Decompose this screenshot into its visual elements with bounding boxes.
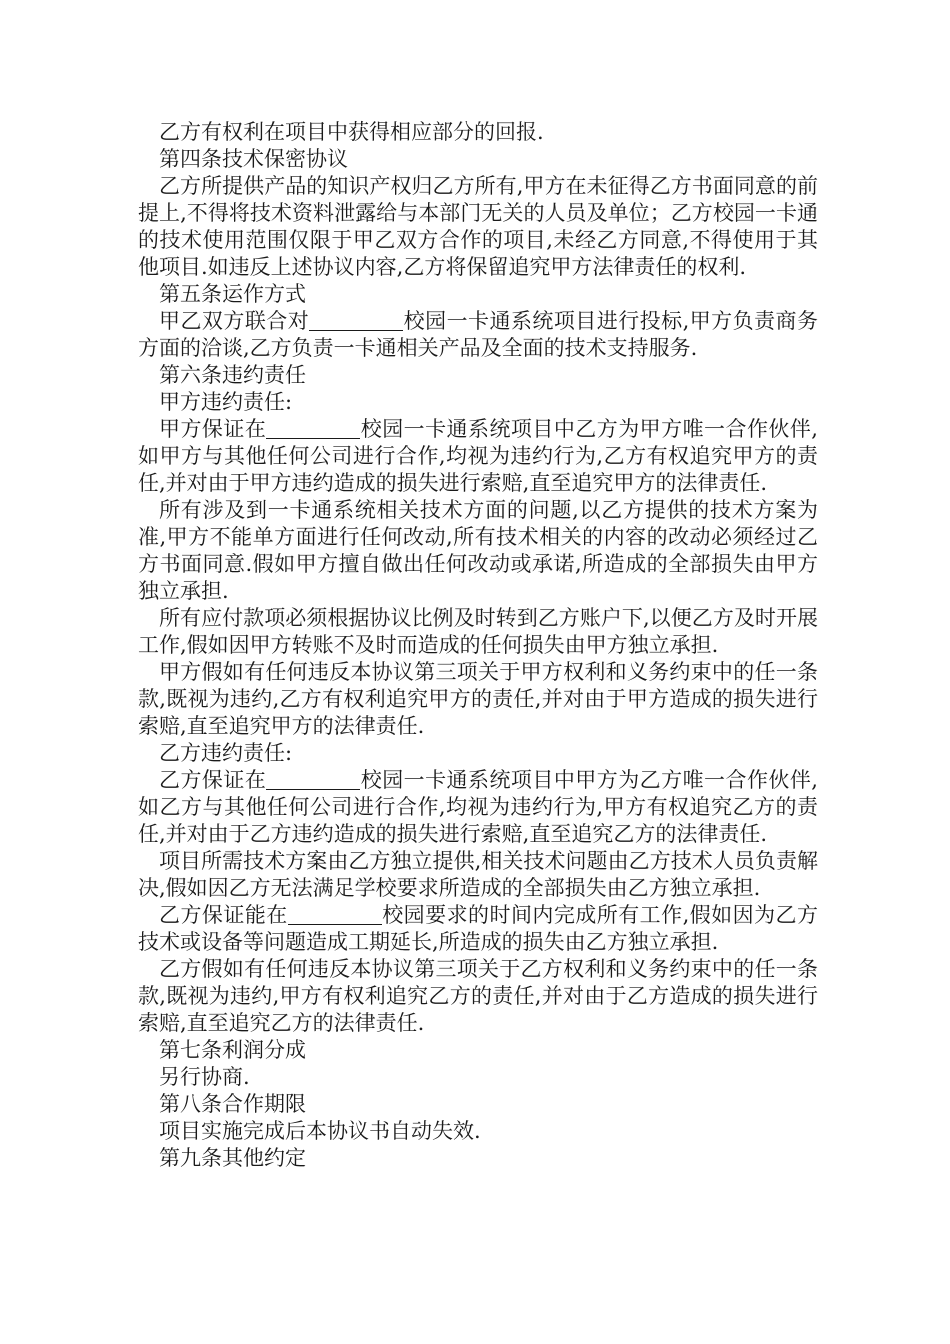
subheading-party-a-liability: 甲方违约责任: [159, 390, 293, 414]
paragraph-term: 项目实施完成后本协议书自动失效. [159, 1119, 481, 1143]
text-segment: 甲乙双方联合对 [159, 309, 310, 333]
paragraph-negotiate: 另行协商. [159, 1065, 250, 1089]
heading-article-5: 第五条运作方式 [159, 282, 306, 306]
fill-in-blank [266, 418, 360, 439]
subheading-party-b-liability: 乙方违约责任: [159, 741, 293, 765]
paragraph-schedule [138, 902, 818, 956]
paragraph-joint-bidding [138, 308, 818, 362]
heading-article-9: 第九条其他约定 [159, 1146, 306, 1170]
text-segment: 甲方保证在 [159, 417, 267, 441]
text-segment: 校园要求的时间内完成所有工作,假如因为乙方技术或设备等问题造成工期延长,所造成的损失由乙方独立承担. [138, 903, 818, 954]
heading-article-8: 第八条合作期限 [159, 1092, 306, 1116]
text-segment: 校园一卡通系统项目进行投标,甲方负责商务方面的洽谈,乙方负责一卡通相关产品及全面的技术支持服务. [138, 309, 818, 360]
fill-in-blank [309, 310, 403, 331]
paragraph-party-b-guarantee [138, 767, 818, 848]
text-segment: 校园一卡通系统项目中甲方为乙方唯一合作伙伴,如乙方与其他任何公司进行合作,均视为违约行为,甲方有权追究乙方的责任,并对由于乙方违约造成的损失进行索赔,直至追究乙方的法律责任. [138, 768, 818, 846]
paragraph-party-b-breach: 乙方假如有任何违反本协议第三项关于乙方权利和义务约束中的任一条款,既视为违约,甲方有权利追究乙方的责任,并对由于乙方造成的损失进行索赔,直至追究乙方的法律责任. [138, 957, 818, 1035]
text-segment: 乙方保证在 [159, 768, 267, 792]
paragraph-technical-changes: 所有涉及到一卡通系统相关技术方面的问题,以乙方提供的技术方案为准,甲方不能单方面进行任何改动,所有技术相关的内容的改动必须经过乙方书面同意.假如甲方擅自做出任何改动或承诺,所造成的全部损失由甲方独立承担. [138, 498, 818, 603]
paragraph-party-a-breach: 甲方假如有任何违反本协议第三项关于甲方权利和义务约束中的任一条款,既视为违约,乙方有权利追究甲方的责任,并对由于甲方造成的损失进行索赔,直至追究甲方的法律责任. [138, 660, 818, 738]
paragraph-return-rights: 乙方有权利在项目中获得相应部分的回报. [159, 120, 544, 144]
heading-article-6: 第六条违约责任 [159, 363, 306, 387]
paragraph-payments: 所有应付款项必须根据协议比例及时转到乙方账户下,以便乙方及时开展工作,假如因甲方转账不及时而造成的任何损失由甲方独立承担. [138, 606, 818, 657]
heading-article-7: 第七条利润分成 [159, 1038, 306, 1062]
paragraph-ip-confidentiality: 乙方所提供产品的知识产权归乙方所有,甲方在未征得乙方书面同意的前提上,不得将技术资料泄露给与本部门无关的人员及单位；乙方校园一卡通的技术使用范围仅限于甲乙双方合作的项目,未经乙方同意,不得使用于其他项目.如违反上述协议内容,乙方将保留追究甲方法律责任的权利. [138, 174, 818, 279]
fill-in-blank [266, 769, 360, 790]
document-body [138, 119, 818, 1172]
fill-in-blank [288, 904, 382, 925]
paragraph-technical-solution: 项目所需技术方案由乙方独立提供,相关技术问题由乙方技术人员负责解决,假如因乙方无法满足学校要求所造成的全部损失由乙方独立承担. [138, 849, 818, 900]
heading-article-4: 第四条技术保密协议 [159, 147, 348, 171]
text-segment: 校园一卡通系统项目中乙方为甲方唯一合作伙伴,如甲方与其他任何公司进行合作,均视为违约行为,乙方有权追究甲方的责任,并对由于甲方违约造成的损失进行索赔,直至追究甲方的法律责任. [138, 417, 818, 495]
paragraph-party-a-guarantee [138, 416, 818, 497]
text-segment: 乙方保证能在 [159, 903, 288, 927]
